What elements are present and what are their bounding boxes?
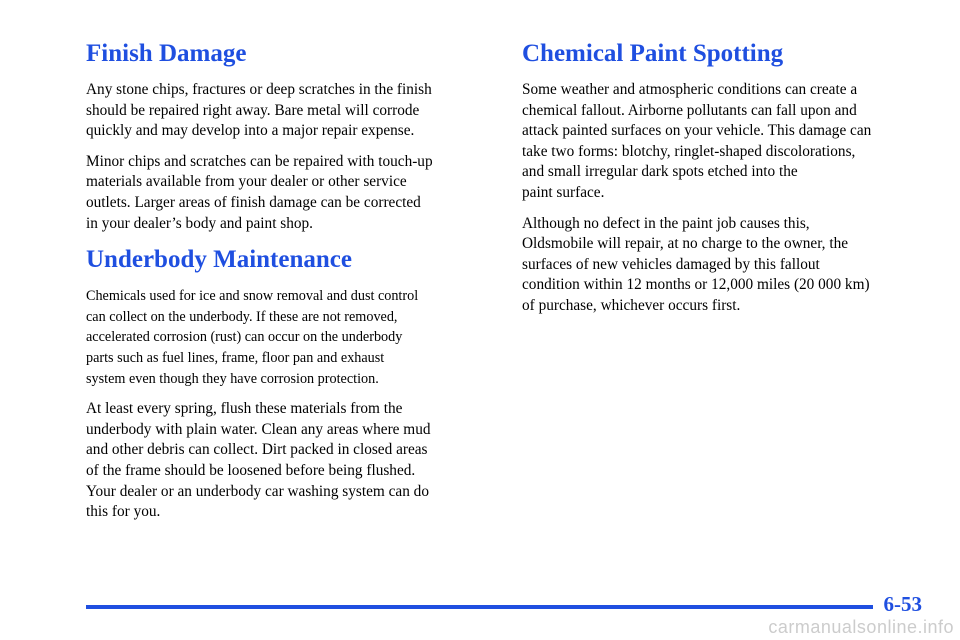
heading-chemical-paint-spotting: Chemical Paint Spotting: [522, 40, 784, 67]
paragraph-underbody-1: Chemicals used for ice and snow removal and dust control can collect on the underbody. If these are not removed, accelerated corrosion (rust) can occur on the underbody parts such as fuel lines, frame, floor pan and exhaust system even though they have corrosion protection.: [86, 288, 419, 387]
paragraph-chemical-spotting-2: Although no defect in the paint job causes this, Oldsmobile will repair, at no charge to the owner, the surfaces of new vehicles damaged by this fallout condition within 12 months or 12,000 miles (20 000 km) of purchase, whichever occurs first.: [522, 214, 870, 314]
heading-finish-damage: Finish Damage: [86, 40, 247, 67]
watermark: carmanualsonline.info: [768, 617, 954, 637]
paragraph-finish-damage-1: Any stone chips, fractures or deep scratches in the finish should be repaired right away. Bare metal will corrode quickly and may develop into a major repair expense.: [86, 81, 432, 140]
paragraph-chemical-spotting-1: Some weather and atmospheric conditions can create a chemical fallout. Airborne pollutants can fall upon and attack painted surfaces on your vehicle. This damage can take two forms: blotchy, ringlet-shaped discolorations, and small irregular dark spots etched into the paint surface.: [522, 81, 872, 201]
right-column: [522, 38, 932, 327]
page-number: 6-53: [883, 592, 922, 616]
paragraph-underbody-2: At least every spring, flush these materials from the underbody with plain water. Clean any areas where mud and other debris can collect. Dirt packed in closed areas of the frame should be loosened before being flushed. Your dealer or an underbody car washing system can do this for you.: [86, 400, 431, 521]
paragraph-finish-damage-2: Minor chips and scratches can be repaired with touch-up materials available from your dealer or other service outlets. Larger areas of finish damage can be corrected in your dealer’s body and paint shop.: [86, 152, 433, 232]
footer-rule: [86, 605, 873, 609]
left-column: [86, 38, 496, 533]
heading-underbody-maintenance: Underbody Maintenance: [86, 246, 352, 274]
